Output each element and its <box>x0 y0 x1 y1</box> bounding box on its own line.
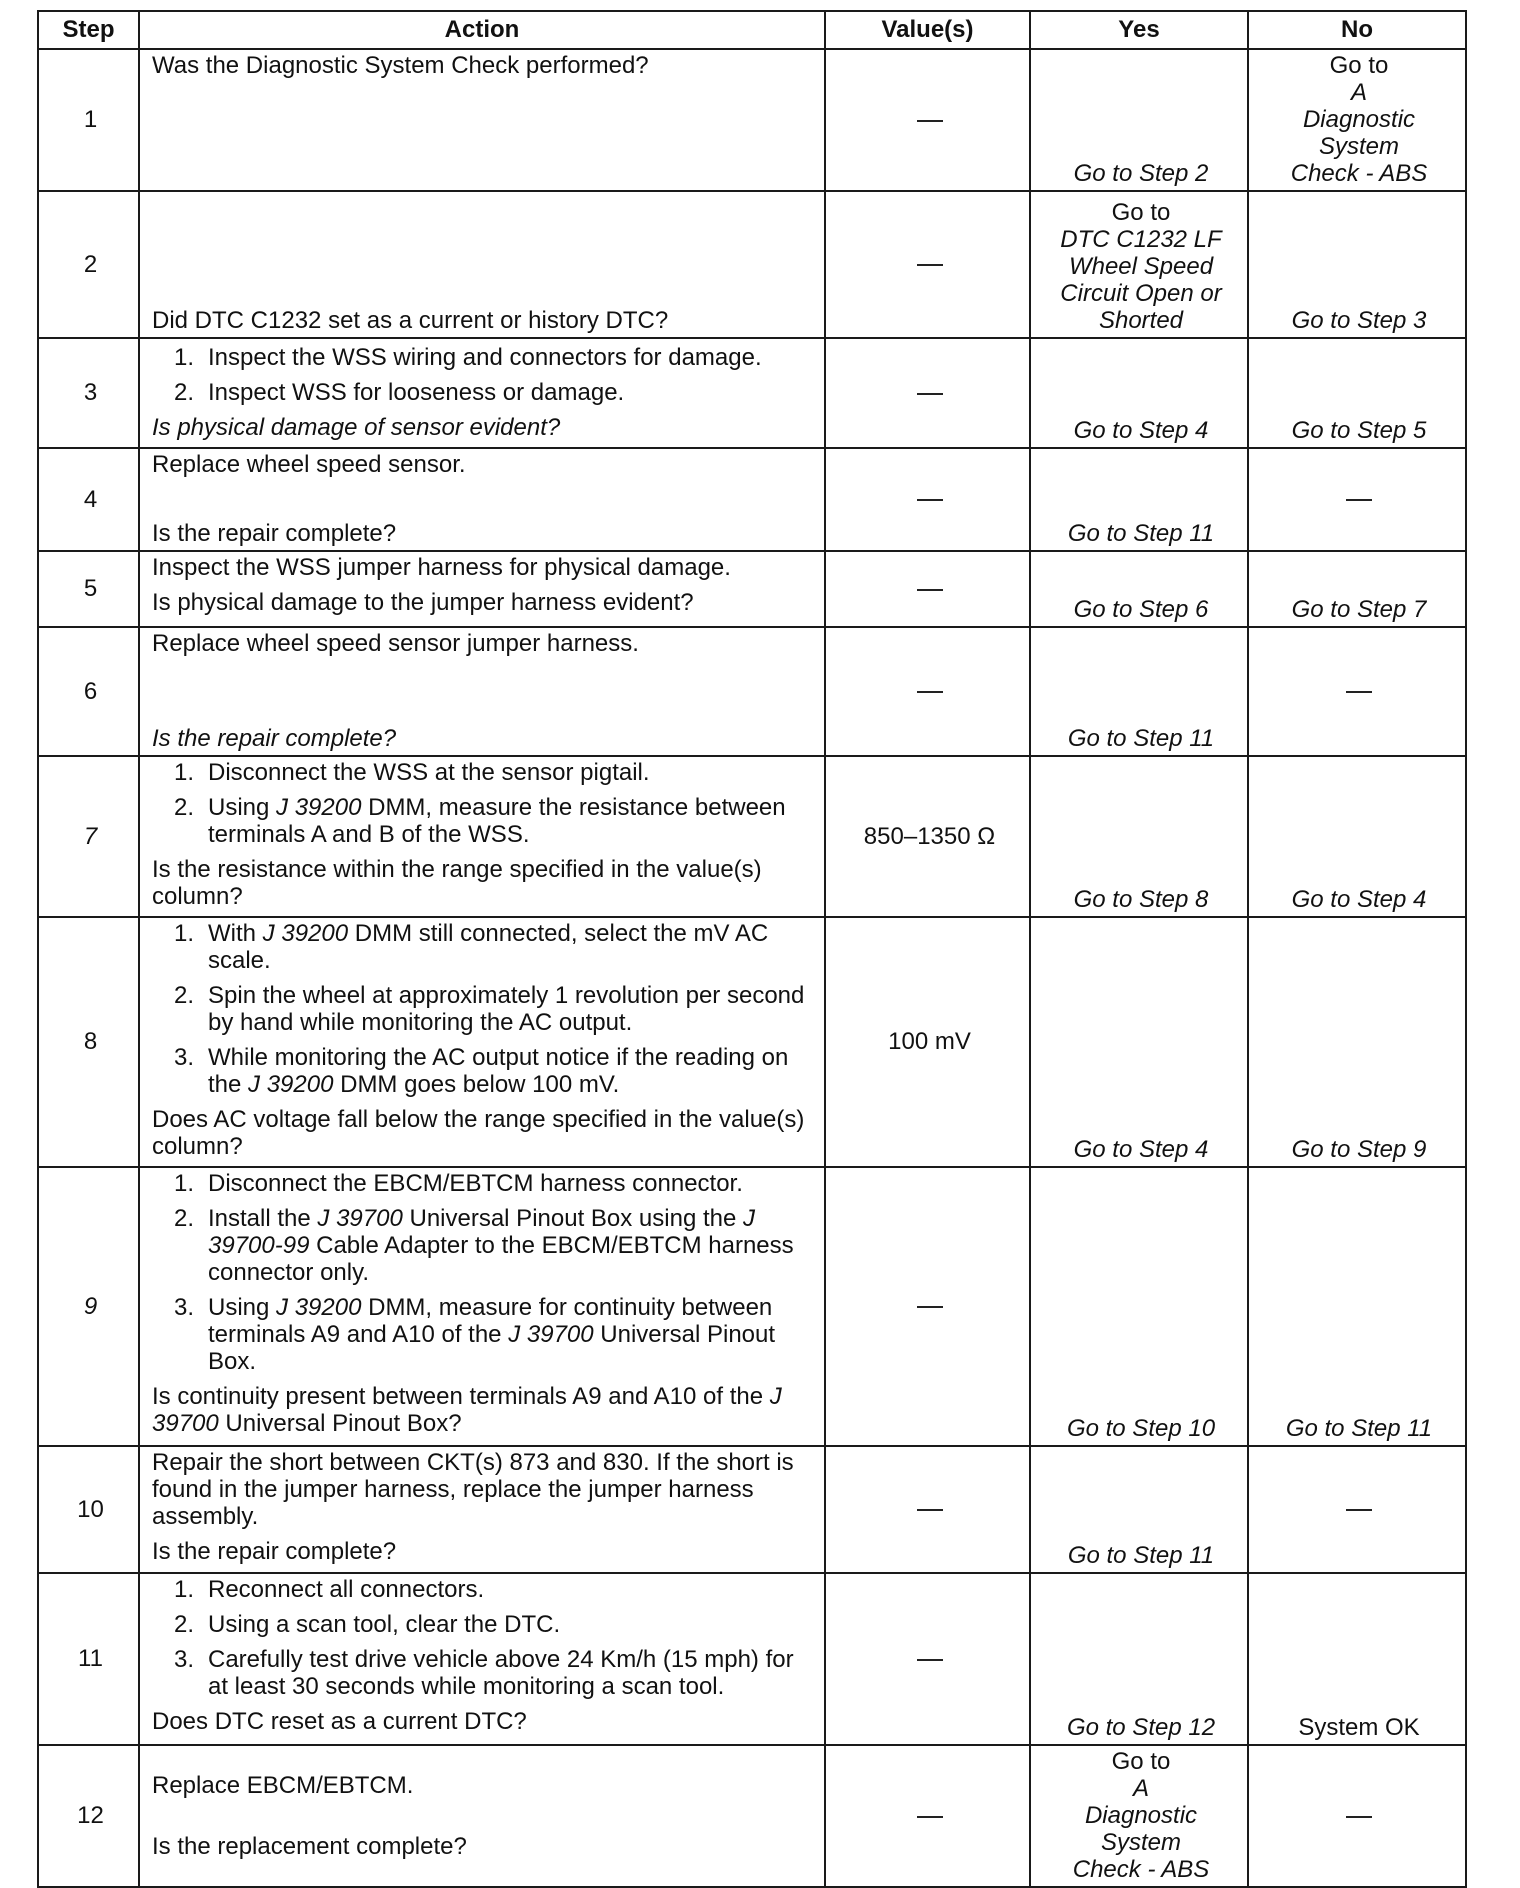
action-question: Does AC voltage fall below the range specified in the value(s) column? <box>152 1106 805 1160</box>
action-cell <box>139 917 825 1167</box>
no-line: System <box>1318 133 1399 160</box>
action-cell <box>139 756 825 917</box>
yes-cell <box>1030 627 1248 756</box>
dash-mark <box>917 393 943 395</box>
yes-link[interactable]: Go to Step 6 <box>1073 596 1209 623</box>
action-item: 3. Using J 39200 DMM, measure for continuity between terminals A9 and A10 of the J 39700 Universal Pinout Box. <box>174 1294 776 1375</box>
yes-link-italic: A <box>1132 1775 1149 1802</box>
action-question: Is the repair complete? <box>152 520 397 547</box>
action-cell <box>139 627 825 756</box>
action-list <box>152 344 816 406</box>
action-question: Is the repair complete? <box>152 1538 397 1565</box>
no-cell <box>1248 448 1466 551</box>
table-row-step-6 <box>38 627 1466 756</box>
yes-link[interactable] <box>1043 199 1239 334</box>
no-link[interactable]: Go to Step 11 <box>1285 1415 1433 1442</box>
no-cell <box>1248 49 1466 191</box>
no-link[interactable]: Go to Step 4 <box>1291 886 1427 913</box>
dash-mark <box>917 1659 943 1661</box>
yes-link[interactable]: Go to Step 4 <box>1073 417 1209 444</box>
no-cell <box>1248 191 1466 338</box>
yes-cell <box>1030 917 1248 1167</box>
yes-line: DTC C1232 LF <box>1060 226 1222 253</box>
table-row-step-5 <box>38 551 1466 627</box>
yes-line: Wheel Speed <box>1068 253 1214 280</box>
table-row-step-2 <box>38 191 1466 338</box>
header-action: Action <box>139 11 825 49</box>
action-item: 1. Reconnect all connectors. <box>174 1576 485 1603</box>
table-row-step-4 <box>38 448 1466 551</box>
no-cell <box>1248 756 1466 917</box>
action-item: 3. Carefully test drive vehicle above 24 Km/h (15 mph) for at least 30 seconds while monitoring a scan tool. <box>174 1646 794 1700</box>
header-yes: Yes <box>1030 11 1248 49</box>
value-cell <box>825 49 1030 191</box>
yes-link[interactable]: Go to A Diagnostic System Check - ABS <box>1043 1748 1239 1883</box>
step-number: 3 <box>38 338 139 448</box>
header-no: No <box>1248 11 1466 49</box>
header-row <box>38 11 1466 49</box>
yes-line: System <box>1100 1829 1181 1856</box>
no-link-italic: A <box>1350 79 1367 106</box>
yes-link[interactable]: Go to Step 12 <box>1066 1714 1216 1741</box>
step-number: 8 <box>38 917 139 1167</box>
value-cell <box>825 1167 1030 1446</box>
yes-line: Circuit Open or <box>1060 280 1222 307</box>
step-number: 11 <box>38 1573 139 1745</box>
step-number: 5 <box>38 551 139 627</box>
table-row-step-1 <box>38 49 1466 191</box>
action-cell <box>139 49 825 191</box>
no-link[interactable]: Go to Step 5 <box>1291 417 1427 444</box>
dash-mark <box>917 1816 943 1818</box>
value-cell <box>825 448 1030 551</box>
diagnostic-table-sheet <box>37 10 1467 1888</box>
action-intro: Replace wheel speed sensor jumper harness. <box>152 630 639 657</box>
yes-link[interactable]: Go to Step 11 <box>1067 520 1215 547</box>
dash-mark <box>1346 499 1372 501</box>
action-item: 2. Install the J 39700 Universal Pinout Box using the J 39700-99 Cable Adapter to the EBCM/EBTCM harness connector only. <box>174 1205 794 1286</box>
no-line: Check - ABS <box>1290 160 1428 187</box>
yes-link[interactable]: Go to Step 11 <box>1067 725 1215 752</box>
table-row-step-8 <box>38 917 1466 1167</box>
table-row-step-11 <box>38 1573 1466 1745</box>
no-cell <box>1248 338 1466 448</box>
action-intro: Inspect the WSS jumper harness for physical damage. <box>152 554 731 581</box>
action-list <box>152 759 816 848</box>
no-link[interactable]: System OK <box>1298 1714 1420 1741</box>
dash-mark <box>917 499 943 501</box>
no-link[interactable]: Go to Step 9 <box>1291 1136 1427 1163</box>
step-number: 1 <box>38 49 139 191</box>
action-question: Is the replacement complete? <box>152 1833 467 1860</box>
step-number: 6 <box>38 627 139 756</box>
value-cell <box>825 191 1030 338</box>
header-values: Value(s) <box>825 11 1030 49</box>
action-question: Is the repair complete? <box>152 725 397 752</box>
action-cell <box>139 1446 825 1573</box>
yes-cell <box>1030 1573 1248 1745</box>
value-cell <box>825 1446 1030 1573</box>
value-cell <box>825 627 1030 756</box>
step-number: 2 <box>38 191 139 338</box>
action-cell <box>139 551 825 627</box>
yes-line: Check - ABS <box>1072 1856 1210 1883</box>
yes-cell <box>1030 1446 1248 1573</box>
table-row-step-10 <box>38 1446 1466 1573</box>
action-item: 2. Inspect WSS for looseness or damage. <box>174 379 625 406</box>
no-cell <box>1248 917 1466 1167</box>
value-cell <box>825 551 1030 627</box>
yes-cell <box>1030 1167 1248 1446</box>
action-intro: Replace EBCM/EBTCM. <box>152 1772 414 1799</box>
table-row-step-9 <box>38 1167 1466 1446</box>
action-question: Is the resistance within the range specified in the value(s) column? <box>152 856 762 910</box>
no-cell <box>1248 1167 1466 1446</box>
dash-mark <box>1346 691 1372 693</box>
value-cell: 100 mV <box>825 917 1030 1167</box>
yes-cell <box>1030 191 1248 338</box>
step-number: 4 <box>38 448 139 551</box>
action-intro: Repair the short between CKT(s) 873 and 830. If the short is found in the jumper harness, replace the jumper harness assembly. <box>152 1449 794 1530</box>
dash-mark <box>917 589 943 591</box>
table-row-step-12 <box>38 1745 1466 1887</box>
yes-link[interactable]: Go to Step 4 <box>1073 1136 1209 1163</box>
no-link[interactable]: Go to Step 7 <box>1291 596 1427 623</box>
dash-mark <box>917 1509 943 1511</box>
action-question: Did DTC C1232 set as a current or history DTC? <box>152 307 669 334</box>
no-cell <box>1248 1745 1466 1887</box>
yes-link[interactable]: Go to Step 2 <box>1073 160 1209 187</box>
action-list <box>152 920 816 1098</box>
no-cell <box>1248 627 1466 756</box>
yes-cell <box>1030 551 1248 627</box>
dash-mark <box>917 264 943 266</box>
table-row-step-7 <box>38 756 1466 917</box>
yes-link[interactable]: Go to Step 11 <box>1067 1542 1215 1569</box>
value-cell: 850–1350 Ω <box>825 756 1030 917</box>
action-cell <box>139 448 825 551</box>
yes-link[interactable]: Go to Step 10 <box>1066 1415 1216 1442</box>
yes-cell <box>1030 756 1248 917</box>
value-cell <box>825 1745 1030 1887</box>
no-link[interactable]: Go to Step 3 <box>1291 307 1427 334</box>
action-cell <box>139 338 825 448</box>
step-number: 10 <box>38 1446 139 1573</box>
action-question: Does DTC reset as a current DTC? <box>152 1708 527 1735</box>
action-question: Is continuity present between terminals A9 and A10 of the J 39700 Universal Pinout Box? <box>152 1383 782 1437</box>
dash-mark <box>1346 1816 1372 1818</box>
dash-mark <box>917 120 943 122</box>
yes-line: Go to <box>1111 199 1171 226</box>
step-number: 9 <box>38 1167 139 1446</box>
action-question: Was the Diagnostic System Check performed? <box>152 52 649 79</box>
no-cell <box>1248 1446 1466 1573</box>
header-step: Step <box>38 11 139 49</box>
yes-line: Shorted <box>1098 307 1184 334</box>
action-intro: Replace wheel speed sensor. <box>152 451 466 478</box>
action-item: 2. Using a scan tool, clear the DTC. <box>174 1611 561 1638</box>
no-line: Diagnostic <box>1302 106 1416 133</box>
yes-cell <box>1030 1745 1248 1887</box>
table-row-step-3 <box>38 338 1466 448</box>
action-item: 1. With J 39200 DMM still connected, select the mV AC scale. <box>174 920 769 974</box>
action-list <box>152 1170 816 1375</box>
yes-line: Diagnostic <box>1084 1802 1198 1829</box>
action-question: Is physical damage to the jumper harness evident? <box>152 589 694 616</box>
no-link[interactable]: Go to A Diagnostic System Check - ABS <box>1261 52 1457 187</box>
diagnostic-table <box>37 10 1467 1888</box>
action-item: 2. Using J 39200 DMM, measure the resistance between terminals A and B of the WSS. <box>174 794 786 848</box>
action-cell <box>139 191 825 338</box>
action-cell <box>139 1573 825 1745</box>
yes-cell <box>1030 49 1248 191</box>
action-cell <box>139 1167 825 1446</box>
action-question: Is physical damage of sensor evident? <box>152 414 561 441</box>
step-number: 7 <box>38 756 139 917</box>
action-item: 1. Disconnect the EBCM/EBTCM harness connector. <box>174 1170 743 1197</box>
action-cell <box>139 1745 825 1887</box>
no-cell <box>1248 1573 1466 1745</box>
step-number: 12 <box>38 1745 139 1887</box>
action-item: 2. Spin the wheel at approximately 1 revolution per second by hand while monitoring the AC output. <box>174 982 805 1036</box>
no-cell <box>1248 551 1466 627</box>
value-cell <box>825 1573 1030 1745</box>
action-list <box>152 1576 816 1700</box>
value-cell <box>825 338 1030 448</box>
dash-mark <box>917 691 943 693</box>
yes-cell <box>1030 448 1248 551</box>
yes-cell <box>1030 338 1248 448</box>
action-item: 1. Disconnect the WSS at the sensor pigtail. <box>174 759 650 786</box>
action-item: 1. Inspect the WSS wiring and connectors for damage. <box>174 344 762 371</box>
yes-link[interactable]: Go to Step 8 <box>1073 886 1209 913</box>
dash-mark <box>1346 1509 1372 1511</box>
dash-mark <box>917 1306 943 1308</box>
action-item: 3. While monitoring the AC output notice if the reading on the J 39200 DMM goes below 100 mV. <box>174 1044 789 1098</box>
